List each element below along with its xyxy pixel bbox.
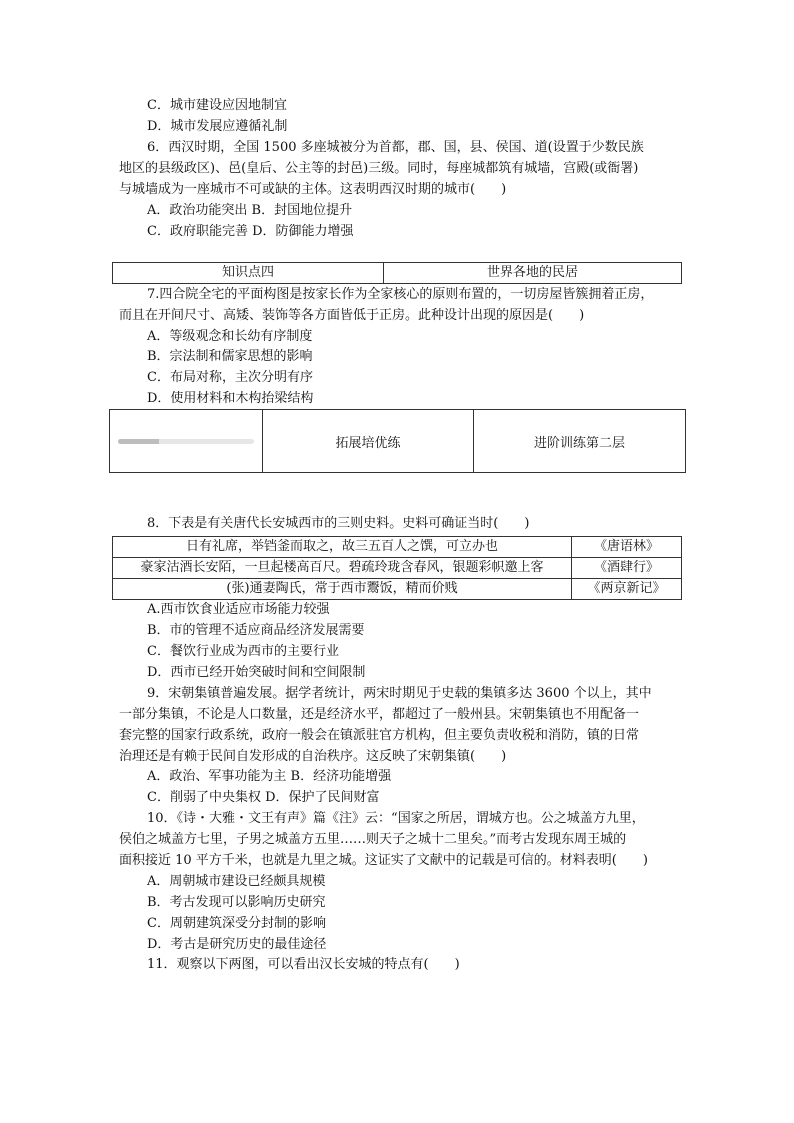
q8-option-c: C．餐饮行业成为西市的主要行业 xyxy=(147,644,339,659)
q8-source-title: 《唐语林》 xyxy=(572,537,682,558)
q8-option-d: D．西市已经开始突破时间和空间限制 xyxy=(147,665,366,680)
q6-stem-line-3: 与城墙成为一座城市不可或缺的主体。这表明西汉时期的城市( ) xyxy=(119,182,507,197)
q5-option-d: D．城市发展应遵循礼制 xyxy=(147,119,288,134)
table-row xyxy=(113,537,682,558)
q9-option-cd: C．削弱了中央集权 D．保护了民间财富 xyxy=(147,790,380,805)
q11-stem: 11．观察以下两图，可以看出汉长安城的特点有( ) xyxy=(147,957,460,972)
q9-option-ab: A．政治、军事功能为主 B．经济功能增强 xyxy=(147,769,392,784)
q10-stem-line-1: 10．《诗・大雅・文王有声》篇《注》云：“国家之所居，谓城方也。公之城盖方九里， xyxy=(147,811,645,826)
q8-source-text: 豪家沽酒长安陌，一旦起楼高百尺。碧疏玲珑含春风，银题彩帜邀上客 xyxy=(113,558,572,579)
q10-stem-line-2: 侯伯之城盖方七里，子男之城盖方五里……则天子之城十二里矣。”而考古发现东周王城的 xyxy=(119,832,627,847)
knowledge-header-table xyxy=(112,262,682,284)
q7-option-b: B．宗法制和儒家思想的影响 xyxy=(147,349,313,364)
q8-source-text: (张)通妻陶氏，常于西市鬻饭，精而价贱 xyxy=(113,579,572,600)
progress-fill xyxy=(118,439,159,444)
progress-bar xyxy=(118,439,254,444)
q10-option-b: B．考古发现可以影响历史研究 xyxy=(147,895,326,910)
q10-option-c: C．周朝建筑深受分封制的影响 xyxy=(147,916,326,931)
table-row xyxy=(113,579,682,600)
q9-stem-line-3: 套完整的国家行政系统，政府一般会在镇派驻官方机构，但主要负责收税和消防，镇的日常 xyxy=(119,728,640,743)
practice-level-box xyxy=(109,409,686,473)
knowledge-point-title: 世界各地的民居 xyxy=(384,263,682,284)
q10-option-d: D．考古是研究历史的最佳途径 xyxy=(147,937,327,952)
q8-source-title: 《两京新记》 xyxy=(572,579,682,600)
progress-cell xyxy=(110,410,262,472)
q7-option-d: D．使用材料和木构抬梁结构 xyxy=(147,391,314,406)
knowledge-point-label: 知识点四 xyxy=(113,263,384,284)
q7-option-c: C．布局对称，主次分明有序 xyxy=(147,370,313,385)
q9-stem-line-4: 治理还是有赖于民间自发形成的自治秩序。这反映了宋朝集镇( ) xyxy=(119,749,507,764)
q7-stem-line-1: 7.四合院全宅的平面构图是按家长作为全家核心的原则布置的，一切房屋皆簇拥着正房， xyxy=(147,287,654,302)
q8-stem: 8．下表是有关唐代长安城西市的三则史料。史料可确证当时( ) xyxy=(147,516,530,531)
q8-option-b: B．市的管理不适应商品经济发展需要 xyxy=(147,623,365,638)
q6-option-cd: C．政府职能完善 D．防御能力增强 xyxy=(147,224,354,239)
q5-option-c: C．城市建设应因地制宜 xyxy=(147,98,287,113)
practice-level-middle: 拓展培优练 xyxy=(262,410,473,472)
q8-source-text: 日有礼席，举铛釜而取之，故三五百人之馔，可立办也 xyxy=(113,537,572,558)
q10-stem-line-3: 面积接近 10 平方千米，也就是九里之城。这证实了文献中的记载是可信的。材料表明( ) xyxy=(119,853,648,868)
practice-level-right: 进阶训练第二层 xyxy=(473,410,685,472)
q6-stem-line-1: 6．西汉时期，全国 1500 多座城被分为首都，郡、国，县、侯国、道(设置于少数民族 xyxy=(147,140,644,155)
q9-stem-line-1: 9．宋朝集镇普遍发展。据学者统计，两宋时期见于史载的集镇多达 3600 个以上，其中 xyxy=(147,686,652,701)
q9-stem-line-2: 一部分集镇，不论是人口数量，还是经济水平，都超过了一般州县。宋朝集镇也不用配备一 xyxy=(119,707,640,722)
q8-option-a: A.西市饮食业适应市场能力较强 xyxy=(147,602,330,617)
q10-option-a: A．周朝城市建设已经颇具规模 xyxy=(147,874,326,889)
q8-source-title: 《酒肆行》 xyxy=(572,558,682,579)
table-row xyxy=(113,558,682,579)
q6-option-ab: A．政治功能突出 B．封国地位提升 xyxy=(147,203,353,218)
q7-option-a: A．等级观念和长幼有序制度 xyxy=(147,329,313,344)
q7-stem-line-2: 而且在开间尺寸、高矮、装饰等各方面皆低于正房。此种设计出现的原因是( ) xyxy=(119,308,585,323)
q8-source-table xyxy=(112,536,682,600)
q6-stem-line-2: 地区的县级政区)、邑(皇后、公主等的封邑)三级。同时，每座城都筑有城墙，宫殿(或衙署) xyxy=(119,161,639,176)
